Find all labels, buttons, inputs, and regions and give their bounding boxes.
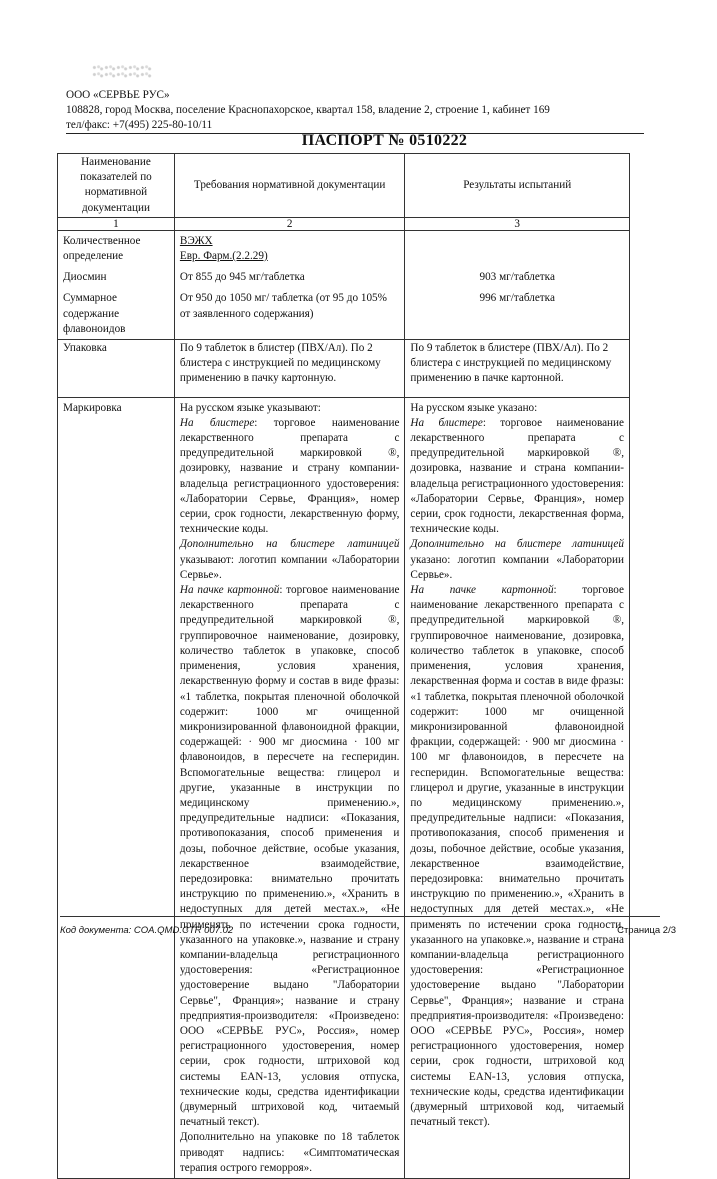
page-title: ПАСПОРТ № 0510222 <box>301 132 468 149</box>
page-number: Страница 2/3 <box>617 925 676 936</box>
method-reference: Евр. Фарм.(2.2.29) <box>179 250 268 263</box>
document-code: Код документа: COA.QMD.CTR 007.02 <box>60 925 234 936</box>
header-indicator: Наименование показателей по нормативной документации <box>58 154 175 218</box>
table-row <box>58 230 630 265</box>
column-number: 3 <box>405 217 630 230</box>
row-requirement: По 9 таблеток в блистер (ПВХ/Ал). По 2 блистера с инструкцией по медицинскому применению в пачку картонную. <box>174 340 405 398</box>
table-row <box>58 265 630 286</box>
table-row <box>58 340 630 398</box>
table-row <box>58 397 630 1178</box>
header-requirements: Требования нормативной документации <box>174 154 405 218</box>
row-result <box>405 230 630 265</box>
column-number: 1 <box>58 217 175 230</box>
row-requirement: От 950 до 1050 мг/ таблетка (от 95 до 105% от заявленного содержания) <box>174 286 405 339</box>
row-name: Количественное определение <box>58 230 175 265</box>
row-result: 903 мг/таблетка <box>405 265 630 286</box>
scan-artifact <box>92 64 152 78</box>
row-result: По 9 таблеток в блистере (ПВХ/Ал). По 2 блистера с инструкцией по медицинскому применению в пачке картонной. <box>405 340 630 398</box>
column-number-row <box>58 217 630 230</box>
row-name: Маркировка <box>58 397 175 1178</box>
header-results: Результаты испытаний <box>405 154 630 218</box>
table-row <box>58 286 630 339</box>
table-header-row <box>58 154 630 218</box>
row-requirement: На русском языке указывают: На блистере: торговое наименование лекарственного препарата с предупредительной маркировкой ®, дозировку, название и страну компании-владельца регистрационного удостоверения: «Лаборатории Сервье, Франция», номер серии, срок годности, лекарственную форму, технические коды. Дополнительно на блистере латиницей указывают: логотип компании «Лаборатории Сервье». На пачке картонной: торговое наименование лекарственного препарата с предупредительной маркировкой ®, группировочное наименование, дозировку, количество таблеток в упаковке, способ применения, условия хранения, лекарственную форму и состав в виде фразы: «1 таблетка, покрытая пленочной оболочкой содержит: 1000 мг очищенной микронизированной флавоноидной фракции, содержащей: · 900 мг диосмина · 100 мг флавоноидов, в пересчете на гесперидин. Вспомогательные вещества: глицерол и другие, указанные в инструкции по медицинскому применению.», предупредительные надписи: «Показания, противопоказания, способ применения и дозы, побочное действие, особые указания, лекарственное взаимодействие, передозировка: внимательно прочитать инструкцию по применению.», «Хранить в недоступных для детей местах.», «Не применять по истечении срока годности, указанного на упаковке.», название и страну компании-владельца регистрационного удостоверения: «Регистрационное удостоверение выдано "Лаборатории Сервье", Франция»; название и страну предприятия-производителя: «Произведено: ООО «СЕРВЬЕ РУС», Россия», номер регистрационного удостоверения, номер серии, срок годности, штриховой код системы EAN-13, условия отпуска, технические коды, средства идентификации (двумерный штриховой код, читаемый печатный текст). Дополнительно на упаковке по 18 таблеток приводят надпись: «Симптоматическая терапия острого геморроя». <box>174 397 405 1178</box>
page-footer <box>60 916 676 936</box>
row-name: Суммарное содержание флавоноидов <box>58 286 175 339</box>
row-name: Упаковка <box>58 340 175 398</box>
method-name: ВЭЖХ <box>179 234 213 247</box>
passport-table <box>57 153 630 1179</box>
row-result: 996 мг/таблетка <box>405 286 630 339</box>
row-result: На русском языке указано: На блистере: торговое наименование лекарственного препарата с предупредительной маркировкой ®, дозировка, название и страна компании-владельца регистрационного удостоверения: «Лаборатории Сервье, Франция», номер серии, срок годности, лекарственная форма, технические коды. Дополнительно на блистере латиницей указано: логотип компании «Лаборатории Сервье». На пачке картонной: торговое наименование лекарственного препарата с предупредительной маркировкой ®, группировочное наименование, дозировка, количество таблеток в упаковке, способ применения, условия хранения, лекарственная форма и состав в виде фразы: «1 таблетка, покрытая пленочной оболочкой содержит: 1000 мг очищенной микронизированной флавоноидной фракции, содержащей: · 900 мг диосмина · 100 мг флавоноидов, в пересчете на гесперидин. Вспомогательные вещества: глицерол и другие, указанные в инструкции по медицинскому применению.», предупредительные надписи: «Показания, противопоказания, способ применения и дозы, побочное действие, особые указания, лекарственное взаимодействие, передозировка: внимательно прочитать инструкцию по применению.», «Хранить в недоступных для детей местах.», «Не применять по истечении срока годности, указанного на упаковке.», название и страна компании-владельца регистрационного удостоверения: «Регистрационное удостоверение выдано "Лаборатории Сервье", Франция»; название и страна предприятия-производителя: «Произведено: ООО «СЕРВЬЕ РУС», Россия», номер регистрационного удостоверения, номер серии, срок годности, штриховой код системы EAN-13, условия отпуска, технические коды, средства идентификации (двумерный штриховой код, читаемый печатный текст). <box>405 397 630 1178</box>
row-requirement: От 855 до 945 мг/таблетка <box>174 265 405 286</box>
company-phone: тел/факс: +7(495) 225-80-10/11 <box>66 118 644 134</box>
company-address: 108828, город Москва, поселение Краснопахорское, квартал 158, владение 2, строение 1, кабинет 169 <box>66 104 550 116</box>
company-name: ООО «СЕРВЬЕ РУС» <box>66 89 170 101</box>
column-number: 2 <box>174 217 405 230</box>
row-requirement <box>174 230 405 265</box>
row-name: Диосмин <box>58 265 175 286</box>
company-header <box>66 88 666 134</box>
